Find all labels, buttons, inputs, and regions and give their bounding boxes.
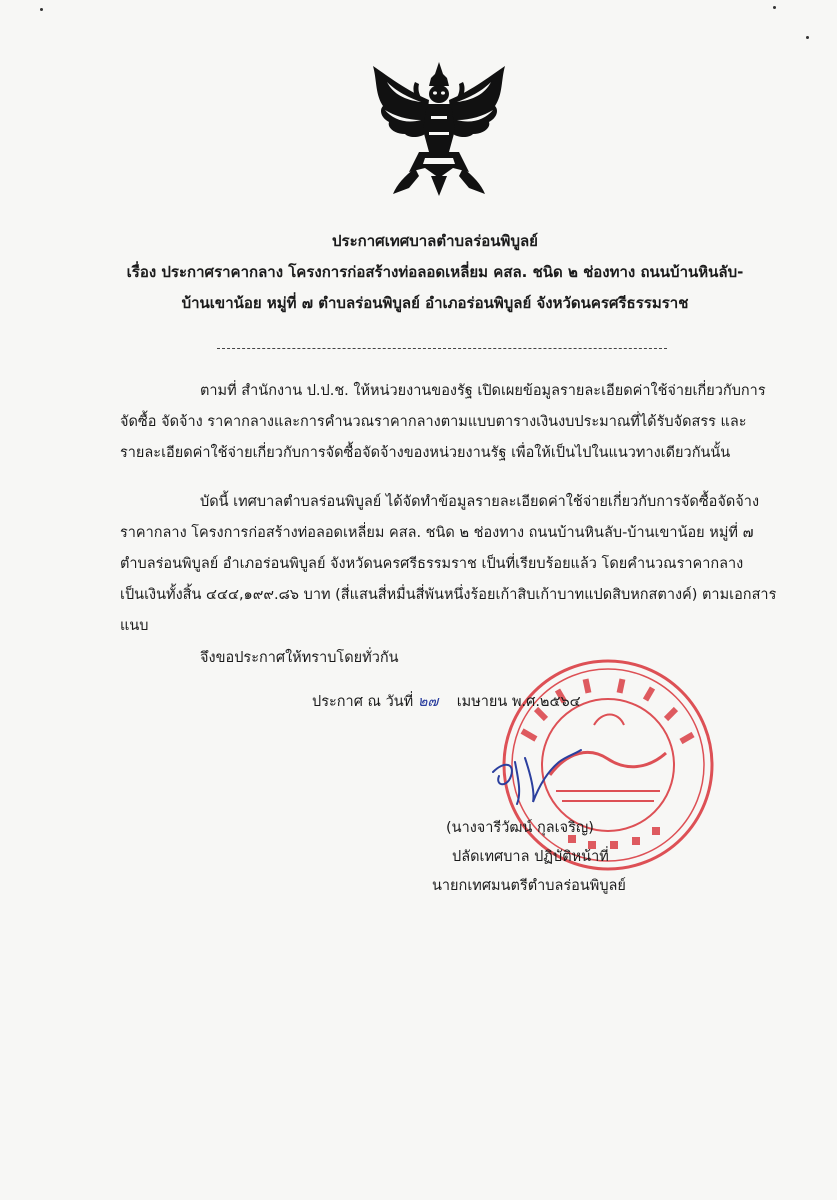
garuda-emblem-icon: [365, 60, 513, 198]
scan-speck: [806, 36, 809, 39]
signatory-acting-position: นายกเทศมนตรีตำบลร่อนพิบูลย์: [432, 878, 626, 894]
closing-statement: จึงขอประกาศให้ทราบโดยทั่วกัน: [200, 650, 399, 666]
handwritten-signature: [485, 742, 585, 812]
paragraph-2-line-4: เป็นเงินทั้งสิ้น ๔๔๔,๑๙๙.๘๖ บาท (สี่แสนสี่หมื่นสี่พันหนึ่งร้อยเก้าสิบเก้าบาทแปดสิบหกสตางค์) ตามเอกสาร: [120, 587, 777, 603]
date-day-handwritten: ๒๗: [417, 694, 439, 710]
announcement-subject-line-1: เรื่อง ประกาศราคากลาง โครงการก่อสร้างท่อลอดเหลี่ยม คสล. ชนิด ๒ ช่องทาง ถนนบ้านหินลับ-: [126, 263, 744, 281]
scan-speck: [40, 8, 43, 11]
signatory-position: ปลัดเทศบาล ปฏิบัติหน้าที่: [452, 849, 609, 865]
announcement-date: [312, 690, 581, 713]
paragraph-2-line-5: แนบ: [120, 618, 149, 634]
date-month-year: เมษายน พ.ศ.๒๕๖๔: [456, 694, 581, 710]
signatory-name: (นางจารีวัฒน์ กุลเจริญ): [446, 820, 594, 836]
paragraph-2-line-1: บัดนี้ เทศบาลตำบลร่อนพิบูลย์ ได้จัดทำข้อมูลรายละเอียดค่าใช้จ่ายเกี่ยวกับการจัดซื้อจัดจ้าง: [200, 494, 760, 510]
announcement-title: ประกาศเทศบาลตำบลร่อนพิบูลย์: [332, 232, 538, 250]
announcement-header: [100, 226, 770, 319]
date-prefix: ประกาศ ณ วันที่: [312, 694, 414, 710]
paragraph-1-line-1: ตามที่ สำนักงาน ป.ป.ช. ให้หน่วยงานของรัฐ เปิดเผยข้อมูลรายละเอียดค่าใช้จ่ายเกี่ยวกับการ: [200, 383, 766, 399]
paragraph-2-line-2: ราคากลาง โครงการก่อสร้างท่อลอดเหลี่ยม คสล. ชนิด ๒ ช่องทาง ถนนบ้านหินลับ-บ้านเขาน้อย หมู่ที่ ๗: [120, 525, 754, 541]
paragraph-1-line-3: รายละเอียดค่าใช้จ่ายเกี่ยวกับการจัดซื้อจัดจ้างของหน่วยงานรัฐ เพื่อให้เป็นไปในแนวทางเดียวกันนั้น: [120, 445, 731, 461]
announcement-subject-line-2: บ้านเขาน้อย หมู่ที่ ๗ ตำบลร่อนพิบูลย์ อำเภอร่อนพิบูลย์ จังหวัดนครศรีธรรมราช: [181, 294, 689, 312]
paragraph-1-line-2: จัดซื้อ จัดจ้าง ราคากลางและการคำนวณราคากลางตามแบบตารางเงินงบประมาณที่ได้รับจัดสรร และ: [120, 414, 747, 430]
paragraph-2-line-3: ตำบลร่อนพิบูลย์ อำเภอร่อนพิบูลย์ จังหวัดนครศรีธรรมราช เป็นที่เรียบร้อยแล้ว โดยคำนวณราคากลาง: [120, 556, 744, 572]
scan-speck: [773, 6, 776, 9]
header-divider: [217, 348, 667, 349]
